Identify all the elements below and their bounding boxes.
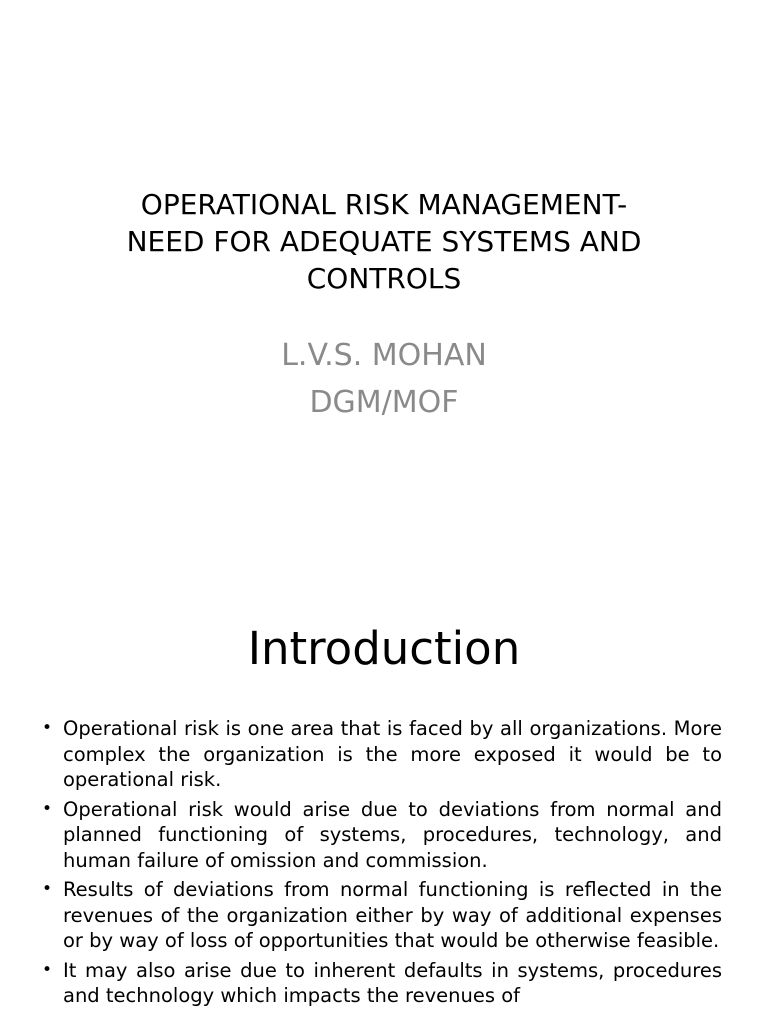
bullet-text: Results of deviations from normal functioning is reflected in the revenues of the organization either by way of additional expenses or by way of loss of opportunities that would be otherwise feasible. [63, 878, 722, 952]
slide-subtitle [60, 332, 708, 426]
slide-title-line: NEED FOR ADEQUATE SYSTEMS AND [126, 225, 642, 258]
bullet-icon: • [42, 718, 53, 738]
introduction-slide [0, 576, 768, 1024]
bullet-item [42, 797, 722, 874]
bullet-icon: • [42, 959, 53, 980]
bullet-text: Operational risk is one area that is faced by all organizations. More complex the organization is the more exposed it would be to operational risk. [63, 717, 722, 791]
bullet-text: It may also arise due to inherent defaults in systems, procedures and technology which impacts the revenues of [63, 958, 722, 1007]
presenter-designation: DGM/MOF [309, 385, 459, 420]
slide-title [60, 186, 708, 297]
bullet-item [42, 958, 722, 1009]
slide-title-line: CONTROLS [306, 262, 462, 295]
bullet-item [42, 877, 722, 954]
presenter-name: L.V.S. MOHAN [281, 338, 487, 373]
bullet-item [42, 716, 722, 793]
bullet-list [42, 716, 722, 1013]
bullet-icon: • [42, 798, 53, 819]
slide-title-line: OPERATIONAL RISK MANAGEMENT- [140, 188, 628, 221]
bullet-icon: • [42, 879, 53, 899]
bullet-text: Operational risk would arise due to deviations from normal and planned functioning of systems, procedures, technology, and human failure of omission and commission. [63, 797, 722, 872]
slide-heading: Introduction [247, 622, 521, 675]
